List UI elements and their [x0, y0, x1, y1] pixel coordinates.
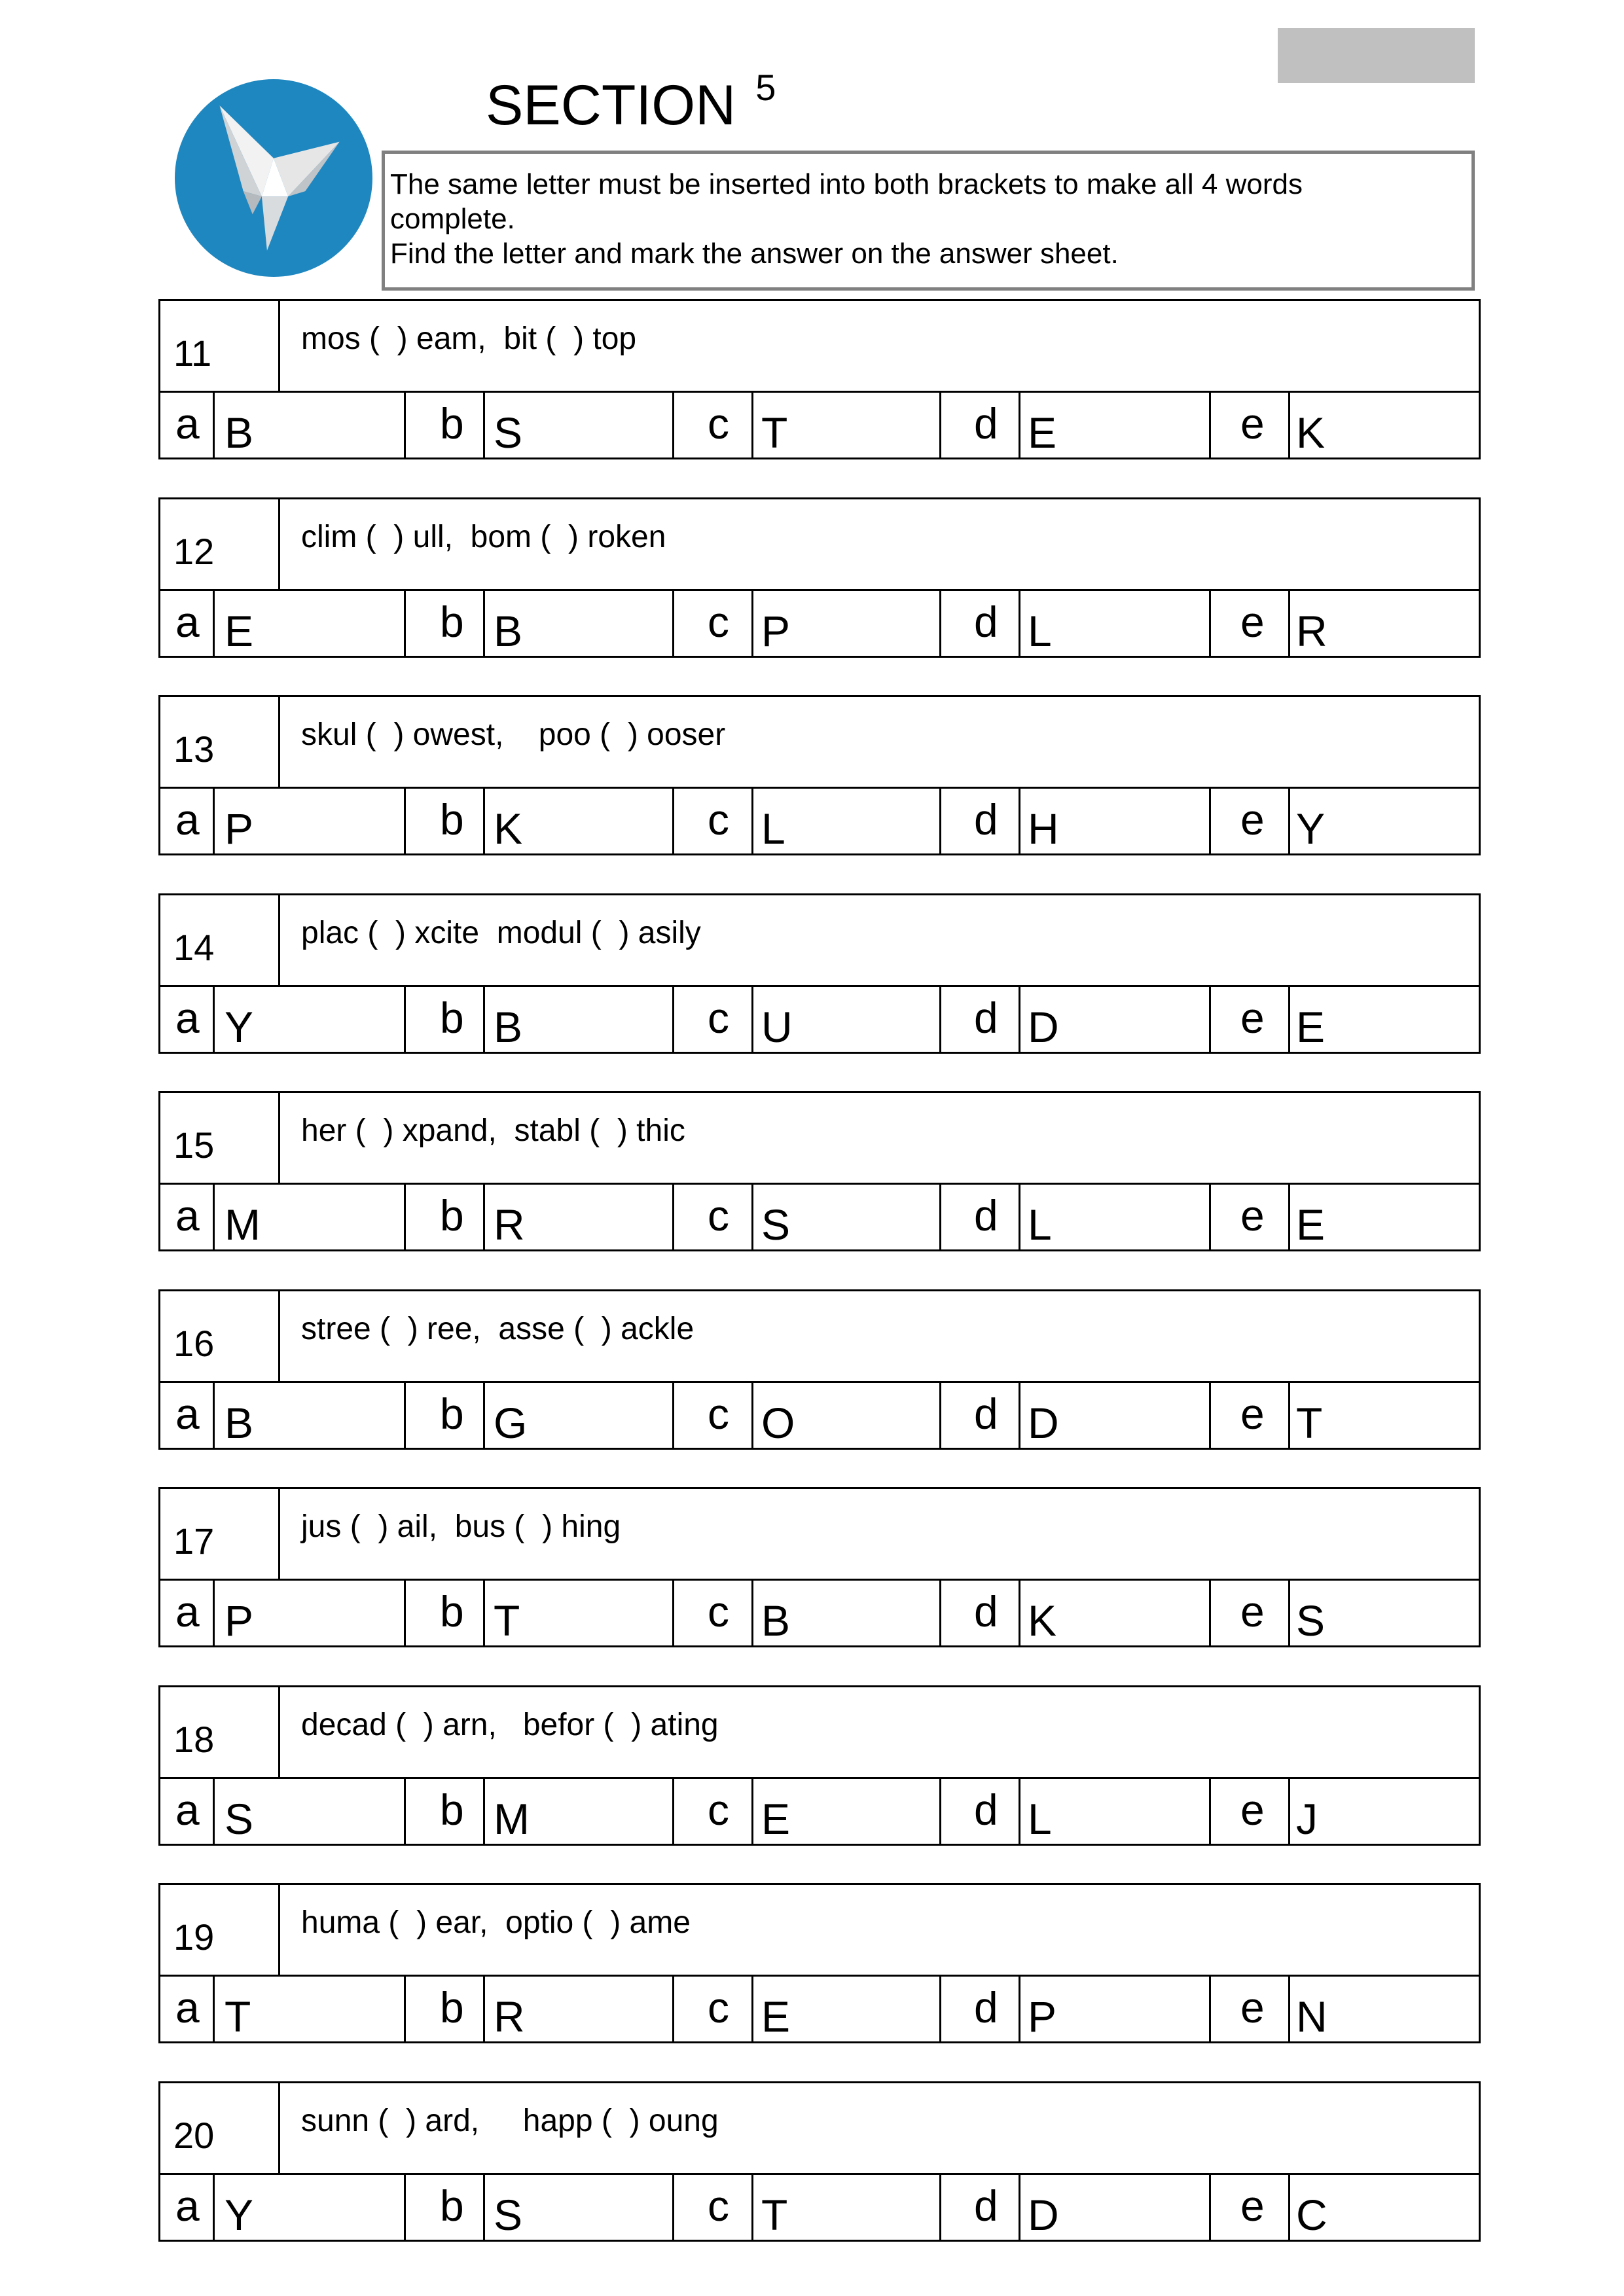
answer-options-row: [160, 1579, 1479, 1647]
option-letter: a: [175, 2181, 200, 2230]
option-divider: [213, 2175, 215, 2242]
question-words: clim ( ) ull, bom ( ) roken: [301, 520, 666, 554]
question-number: 20: [173, 2115, 215, 2156]
option-value: P: [225, 804, 254, 853]
option-value: T: [225, 1992, 251, 2041]
question-block: [158, 299, 1481, 459]
option-divider: [672, 1977, 674, 2043]
option-value: G: [494, 1399, 528, 1447]
option-letter: a: [175, 399, 200, 448]
option-divider: [751, 1185, 753, 1251]
option-letter: a: [175, 1785, 200, 1834]
question-number-cell: [160, 1093, 280, 1183]
option-value: T: [761, 2191, 788, 2239]
option-divider: [1288, 1581, 1290, 1647]
option-value: E: [1296, 1003, 1326, 1051]
option-divider: [1019, 1977, 1020, 2043]
option-divider: [404, 1779, 406, 1846]
option-divider: [672, 1581, 674, 1647]
option-divider: [1288, 789, 1290, 855]
question-number: 13: [173, 728, 215, 770]
option-letter: e: [1240, 994, 1265, 1042]
option-divider: [483, 2175, 485, 2242]
option-value: S: [761, 1200, 791, 1249]
option-value: Y: [225, 1003, 254, 1051]
option-divider: [1288, 393, 1290, 459]
option-letter: d: [974, 994, 998, 1042]
option-divider: [404, 789, 406, 855]
option-letter: d: [974, 399, 998, 448]
option-letter: c: [708, 598, 729, 646]
option-letter: b: [440, 1785, 464, 1834]
header-grey-box: [1278, 28, 1475, 83]
question-block: [158, 1685, 1481, 1846]
option-letter: c: [708, 1191, 729, 1240]
option-divider: [483, 789, 485, 855]
question-words: her ( ) xpand, stabl ( ) thic: [301, 1113, 685, 1148]
option-letter: e: [1240, 399, 1265, 448]
option-divider: [1019, 591, 1020, 658]
option-divider: [751, 789, 753, 855]
option-letter: a: [175, 1983, 200, 2032]
option-letter: d: [974, 598, 998, 646]
option-letter: e: [1240, 1587, 1265, 1636]
option-divider: [1288, 1977, 1290, 2043]
option-letter: b: [440, 1587, 464, 1636]
option-value: M: [225, 1200, 261, 1249]
option-divider: [1209, 1779, 1211, 1846]
option-divider: [939, 1779, 941, 1846]
option-letter: c: [708, 2181, 729, 2230]
question-words: huma ( ) ear, optio ( ) ame: [301, 1905, 691, 1940]
option-value: S: [494, 2191, 523, 2239]
option-value: R: [1296, 607, 1327, 655]
option-letter: c: [708, 1983, 729, 2032]
option-value: E: [1028, 408, 1057, 457]
option-divider: [1288, 2175, 1290, 2242]
option-divider: [213, 1581, 215, 1647]
option-divider: [213, 1977, 215, 2043]
option-value: M: [494, 1795, 530, 1843]
option-value: S: [225, 1795, 254, 1843]
option-divider: [672, 2175, 674, 2242]
option-divider: [1288, 591, 1290, 658]
option-letter: e: [1240, 795, 1265, 844]
option-letter: b: [440, 2181, 464, 2230]
option-divider: [404, 987, 406, 1054]
question-words: plac ( ) xcite modul ( ) asily: [301, 916, 701, 950]
option-divider: [213, 1383, 215, 1450]
option-divider: [939, 987, 941, 1054]
option-divider: [751, 591, 753, 658]
option-letter: a: [175, 994, 200, 1042]
option-divider: [751, 393, 753, 459]
option-divider: [404, 1383, 406, 1450]
option-value: L: [761, 804, 785, 853]
instruction-line: complete.: [390, 203, 515, 235]
option-letter: c: [708, 399, 729, 448]
option-divider: [672, 591, 674, 658]
answer-options-row: [160, 1183, 1479, 1251]
question-block: [158, 1091, 1481, 1251]
option-letter: b: [440, 1983, 464, 2032]
option-divider: [1209, 1977, 1211, 2043]
option-letter: c: [708, 994, 729, 1042]
option-value: E: [225, 607, 254, 655]
option-divider: [1209, 987, 1211, 1054]
option-divider: [404, 1977, 406, 2043]
question-words: mos ( ) eam, bit ( ) top: [301, 321, 637, 356]
option-divider: [1288, 987, 1290, 1054]
option-value: S: [494, 408, 523, 457]
question-block: [158, 1289, 1481, 1450]
option-letter: e: [1240, 1191, 1265, 1240]
option-divider: [939, 393, 941, 459]
question-words: sunn ( ) ard, happ ( ) oung: [301, 2104, 719, 2138]
option-value: C: [1296, 2191, 1327, 2239]
option-divider: [483, 591, 485, 658]
question-number: 11: [173, 332, 212, 374]
question-block: [158, 893, 1481, 1054]
question-words: stree ( ) ree, asse ( ) ackle: [301, 1312, 695, 1346]
option-value: B: [225, 1399, 254, 1447]
option-divider: [1209, 2175, 1211, 2242]
question-block: [158, 497, 1481, 658]
option-divider: [483, 1779, 485, 1846]
question-number: 12: [173, 531, 215, 572]
instructions-box: [382, 151, 1475, 291]
option-divider: [404, 2175, 406, 2242]
option-value: T: [761, 408, 788, 457]
answer-options-row: [160, 1777, 1479, 1846]
option-divider: [404, 1581, 406, 1647]
option-value: B: [494, 1003, 523, 1051]
option-divider: [483, 1977, 485, 2043]
answer-options-row: [160, 787, 1479, 855]
option-value: H: [1028, 804, 1059, 853]
option-letter: a: [175, 1587, 200, 1636]
question-number-cell: [160, 895, 280, 985]
option-value: K: [1028, 1596, 1057, 1645]
answer-options-row: [160, 1975, 1479, 2043]
question-block: [158, 2081, 1481, 2242]
question-number: 18: [173, 1719, 215, 1760]
option-divider: [751, 1977, 753, 2043]
option-divider: [1019, 2175, 1020, 2242]
option-letter: c: [708, 1785, 729, 1834]
option-divider: [751, 987, 753, 1054]
option-value: L: [1028, 1795, 1052, 1843]
option-value: S: [1296, 1596, 1326, 1645]
option-divider: [1019, 789, 1020, 855]
option-divider: [939, 1383, 941, 1450]
answer-options-row: [160, 985, 1479, 1054]
option-value: U: [761, 1003, 793, 1051]
section-title: [486, 67, 776, 137]
option-divider: [1019, 1779, 1020, 1846]
option-letter: d: [974, 2181, 998, 2230]
option-divider: [483, 393, 485, 459]
option-divider: [1288, 1185, 1290, 1251]
option-letter: e: [1240, 2181, 1265, 2230]
option-value: P: [1028, 1992, 1057, 2041]
option-value: E: [1296, 1200, 1326, 1249]
option-value: E: [761, 1992, 791, 2041]
question-number-cell: [160, 1489, 280, 1579]
question-number-cell: [160, 1687, 280, 1777]
option-divider: [213, 1779, 215, 1846]
option-letter: e: [1240, 598, 1265, 646]
question-words: jus ( ) ail, bus ( ) hing: [301, 1509, 621, 1544]
option-divider: [1019, 1383, 1020, 1450]
option-letter: b: [440, 994, 464, 1042]
question-block: [158, 1883, 1481, 2043]
question-block: [158, 695, 1481, 855]
section-number: 5: [755, 67, 776, 108]
answer-options-row: [160, 391, 1479, 459]
option-value: B: [225, 408, 254, 457]
option-letter: b: [440, 795, 464, 844]
option-divider: [939, 591, 941, 658]
section-title-text: SECTION: [486, 74, 736, 137]
question-number: 16: [173, 1323, 215, 1364]
option-divider: [404, 591, 406, 658]
option-value: R: [494, 1992, 525, 2041]
option-divider: [483, 1581, 485, 1647]
question-words: decad ( ) arn, befor ( ) ating: [301, 1708, 719, 1742]
instruction-line: Find the letter and mark the answer on the answer sheet.: [390, 238, 1119, 270]
option-value: L: [1028, 607, 1052, 655]
option-divider: [1209, 1185, 1211, 1251]
question-number: 15: [173, 1124, 215, 1166]
option-letter: d: [974, 1785, 998, 1834]
option-divider: [672, 789, 674, 855]
option-letter: e: [1240, 1390, 1265, 1438]
option-value: O: [761, 1399, 795, 1447]
option-value: Y: [225, 2191, 254, 2239]
option-divider: [1209, 1581, 1211, 1647]
option-divider: [483, 1383, 485, 1450]
option-letter: d: [974, 795, 998, 844]
option-value: J: [1296, 1795, 1318, 1843]
option-value: B: [761, 1596, 791, 1645]
option-value: R: [494, 1200, 525, 1249]
question-number-cell: [160, 1291, 280, 1381]
option-divider: [1019, 393, 1020, 459]
option-divider: [751, 1779, 753, 1846]
option-value: E: [761, 1795, 791, 1843]
option-divider: [751, 1383, 753, 1450]
option-letter: c: [708, 1390, 729, 1438]
option-letter: d: [974, 1390, 998, 1438]
option-value: Y: [1296, 804, 1326, 853]
option-letter: c: [708, 795, 729, 844]
option-letter: b: [440, 1191, 464, 1240]
option-divider: [672, 1383, 674, 1450]
option-letter: a: [175, 1191, 200, 1240]
option-letter: b: [440, 598, 464, 646]
option-letter: b: [440, 1390, 464, 1438]
option-divider: [213, 987, 215, 1054]
option-divider: [751, 2175, 753, 2242]
question-number-cell: [160, 499, 280, 589]
answer-options-row: [160, 1381, 1479, 1450]
option-letter: d: [974, 1191, 998, 1240]
option-value: P: [225, 1596, 254, 1645]
question-words: skul ( ) owest, poo ( ) ooser: [301, 717, 726, 752]
option-value: L: [1028, 1200, 1052, 1249]
question-number-cell: [160, 697, 280, 787]
question-number-cell: [160, 1885, 280, 1975]
option-divider: [1019, 1185, 1020, 1251]
option-divider: [483, 1185, 485, 1251]
option-divider: [213, 789, 215, 855]
option-letter: a: [175, 795, 200, 844]
answer-options-row: [160, 2173, 1479, 2242]
option-divider: [672, 1779, 674, 1846]
origami-bird-logo: [175, 79, 372, 277]
option-divider: [751, 1581, 753, 1647]
option-divider: [939, 789, 941, 855]
question-number: 19: [173, 1916, 215, 1958]
option-divider: [213, 591, 215, 658]
option-value: T: [1296, 1399, 1323, 1447]
option-divider: [404, 1185, 406, 1251]
question-number-cell: [160, 301, 280, 391]
option-divider: [672, 393, 674, 459]
option-letter: e: [1240, 1983, 1265, 2032]
question-number-cell: [160, 2083, 280, 2173]
option-letter: e: [1240, 1785, 1265, 1834]
option-divider: [1019, 1581, 1020, 1647]
option-divider: [213, 393, 215, 459]
option-divider: [939, 1581, 941, 1647]
option-letter: d: [974, 1587, 998, 1636]
option-divider: [672, 987, 674, 1054]
option-value: P: [761, 607, 791, 655]
question-number: 17: [173, 1520, 215, 1562]
option-value: D: [1028, 1399, 1059, 1447]
option-divider: [213, 1185, 215, 1251]
option-divider: [1288, 1779, 1290, 1846]
option-divider: [672, 1185, 674, 1251]
option-divider: [1209, 393, 1211, 459]
question-number: 14: [173, 927, 215, 968]
option-letter: b: [440, 399, 464, 448]
option-value: K: [494, 804, 523, 853]
question-block: [158, 1487, 1481, 1647]
option-divider: [483, 987, 485, 1054]
answer-options-row: [160, 589, 1479, 658]
option-divider: [1209, 789, 1211, 855]
option-letter: a: [175, 598, 200, 646]
option-value: B: [494, 607, 523, 655]
instruction-line: The same letter must be inserted into both brackets to make all 4 words: [390, 168, 1303, 200]
option-value: D: [1028, 1003, 1059, 1051]
option-divider: [1209, 1383, 1211, 1450]
option-value: N: [1296, 1992, 1327, 2041]
option-letter: a: [175, 1390, 200, 1438]
option-value: D: [1028, 2191, 1059, 2239]
option-divider: [1288, 1383, 1290, 1450]
option-letter: c: [708, 1587, 729, 1636]
option-divider: [404, 393, 406, 459]
option-value: T: [494, 1596, 520, 1645]
option-divider: [1209, 591, 1211, 658]
option-value: K: [1296, 408, 1326, 457]
option-letter: d: [974, 1983, 998, 2032]
option-divider: [939, 2175, 941, 2242]
option-divider: [1019, 987, 1020, 1054]
option-divider: [939, 1185, 941, 1251]
option-divider: [939, 1977, 941, 2043]
